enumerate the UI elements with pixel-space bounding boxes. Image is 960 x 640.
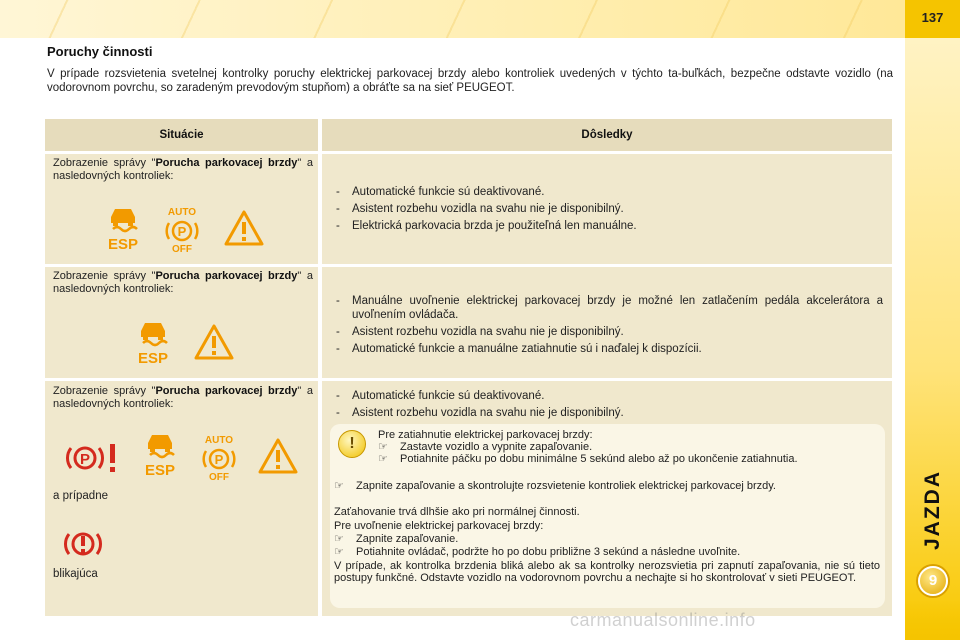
note-apply-step: Zastavte vozidlo a vypnite zapaľovanie. bbox=[400, 441, 593, 453]
section-title: Poruchy činnosti bbox=[47, 44, 153, 59]
parking-brake-fault-icon bbox=[65, 441, 119, 475]
chapter-title bbox=[918, 470, 948, 550]
note-release-title: Pre uvoľnenie elektrickej parkovacej brzdy: bbox=[334, 520, 544, 532]
hand-pointer-icon: ☞ bbox=[334, 546, 344, 558]
hand-pointer-icon: ☞ bbox=[334, 480, 344, 492]
list-item: - Manuálne uvoľnenie elektrickej parkovacej brzdy je možné len zatlačením pedála akcelerátora a uvoľnením ovládača. bbox=[328, 294, 883, 322]
header-band bbox=[0, 0, 905, 38]
note-final: V prípade, ak kontrolka brzdenia bliká alebo ak sa kontrolky nerozsvietia pri zapnutí zapaľovania, nie sú tieto postupy funkčné. Odstavte vozidlo na vodorovnom povrchu a nechajte si ho skontrolovať v sieti PEUGEOT. bbox=[334, 560, 880, 584]
caption-blinking: blikajúca bbox=[53, 568, 98, 580]
svg-text:P: P bbox=[79, 451, 91, 468]
note-apply-step: Potiahnite páčku po dobu minimálne 5 sekúnd alebo až po ukončenie zatiahnutia. bbox=[400, 453, 798, 465]
brake-warning-icon bbox=[63, 527, 103, 561]
list-item: - Automatické funkcie a manuálne zatiahnutie sú i naďalej k dispozícii. bbox=[328, 342, 883, 356]
chapter-number-badge: 9 bbox=[918, 566, 948, 596]
watermark: carmanualsonline.info bbox=[570, 610, 756, 630]
row-divider bbox=[45, 264, 892, 267]
hand-pointer-icon: ☞ bbox=[378, 453, 388, 465]
svg-text:AUTO: AUTO bbox=[204, 435, 234, 446]
header-consequences: Dôsledky bbox=[322, 119, 892, 151]
auto-p-off-icon bbox=[197, 433, 241, 481]
warning-triangle-icon bbox=[223, 209, 265, 247]
hand-pointer-icon: ☞ bbox=[378, 441, 388, 453]
list-item: - Asistent rozbehu vozidla na svahu nie je disponibilný. bbox=[328, 325, 883, 339]
auto-p-off-icon bbox=[160, 205, 204, 253]
note-check-step: Zapnite zapaľovanie a skontrolujte rozsvietenie kontroliek elektrickej parkovacej brzdy. bbox=[356, 480, 776, 492]
situation-text: Zobrazenie správy "Porucha parkovacej brzdy" a nasledovných kontroliek: bbox=[53, 157, 313, 182]
consequence-list bbox=[328, 389, 883, 423]
svg-text:ESP: ESP bbox=[137, 350, 169, 365]
svg-text:P: P bbox=[214, 452, 224, 467]
note-duration: Zaťahovanie trvá dlhšie ako pri normálnej činnosti. bbox=[334, 506, 580, 518]
esp-icon bbox=[140, 431, 180, 477]
hand-pointer-icon: ☞ bbox=[334, 533, 344, 545]
fault-table bbox=[45, 119, 892, 616]
intro-paragraph: V prípade rozsvietenia svetelnej kontrolky poruchy elektrickej parkovacej brzdy alebo kontroliek uvedených v týchto ta-buľkách, bezpečne odstavte vozidlo (na vodorovnom povrchu, so zaradeným prevodovým stupňom) a obráťte sa na sieť PEUGEOT. bbox=[47, 68, 893, 94]
row-divider bbox=[45, 151, 892, 154]
note-box bbox=[330, 424, 885, 608]
list-item: - Asistent rozbehu vozidla na svahu nie je disponibilný. bbox=[328, 202, 883, 216]
situation-text: Zobrazenie správy "Porucha parkovacej brzdy" a nasledovných kontroliek: bbox=[53, 270, 313, 295]
list-item: - Automatické funkcie sú deaktivované. bbox=[328, 389, 883, 403]
svg-text:ESP: ESP bbox=[107, 236, 139, 251]
consequence-list bbox=[328, 185, 883, 236]
svg-text:P: P bbox=[177, 224, 187, 239]
note-release-step: Zapnite zapaľovanie. bbox=[356, 533, 459, 545]
consequence-list bbox=[328, 294, 883, 359]
corner-decoration bbox=[905, 600, 960, 640]
note-apply-title: Pre zatiahnutie elektrickej parkovacej brzdy: bbox=[378, 429, 593, 441]
list-item: - Elektrická parkovacia brzda je použiteľná len manuálne. bbox=[328, 219, 883, 233]
svg-text:ESP: ESP bbox=[144, 462, 176, 477]
situation-text: Zobrazenie správy "Porucha parkovacej brzdy" a nasledovných kontroliek: bbox=[53, 385, 313, 410]
esp-icon bbox=[133, 319, 173, 365]
caption-or: a prípadne bbox=[53, 490, 108, 502]
list-item: - Asistent rozbehu vozidla na svahu nie je disponibilný. bbox=[328, 406, 883, 420]
list-item: - Automatické funkcie sú deaktivované. bbox=[328, 185, 883, 199]
svg-text:OFF: OFF bbox=[209, 472, 229, 481]
warning-triangle-icon bbox=[257, 437, 299, 475]
esp-icon bbox=[103, 205, 143, 251]
info-exclamation-icon: ! bbox=[338, 430, 366, 458]
svg-text:OFF: OFF bbox=[172, 244, 192, 253]
note-release-step: Potiahnite ovládač, podržte ho po dobu približne 3 sekúnd a následne uvoľnite. bbox=[356, 546, 741, 558]
warning-triangle-icon bbox=[193, 323, 235, 361]
row-divider bbox=[45, 378, 892, 381]
header-situations: Situácie bbox=[45, 119, 318, 151]
chapter-title-text: JAZDA bbox=[921, 469, 944, 551]
page-number: 137 bbox=[921, 10, 944, 25]
svg-text:AUTO: AUTO bbox=[167, 207, 197, 218]
column-divider bbox=[318, 119, 322, 616]
